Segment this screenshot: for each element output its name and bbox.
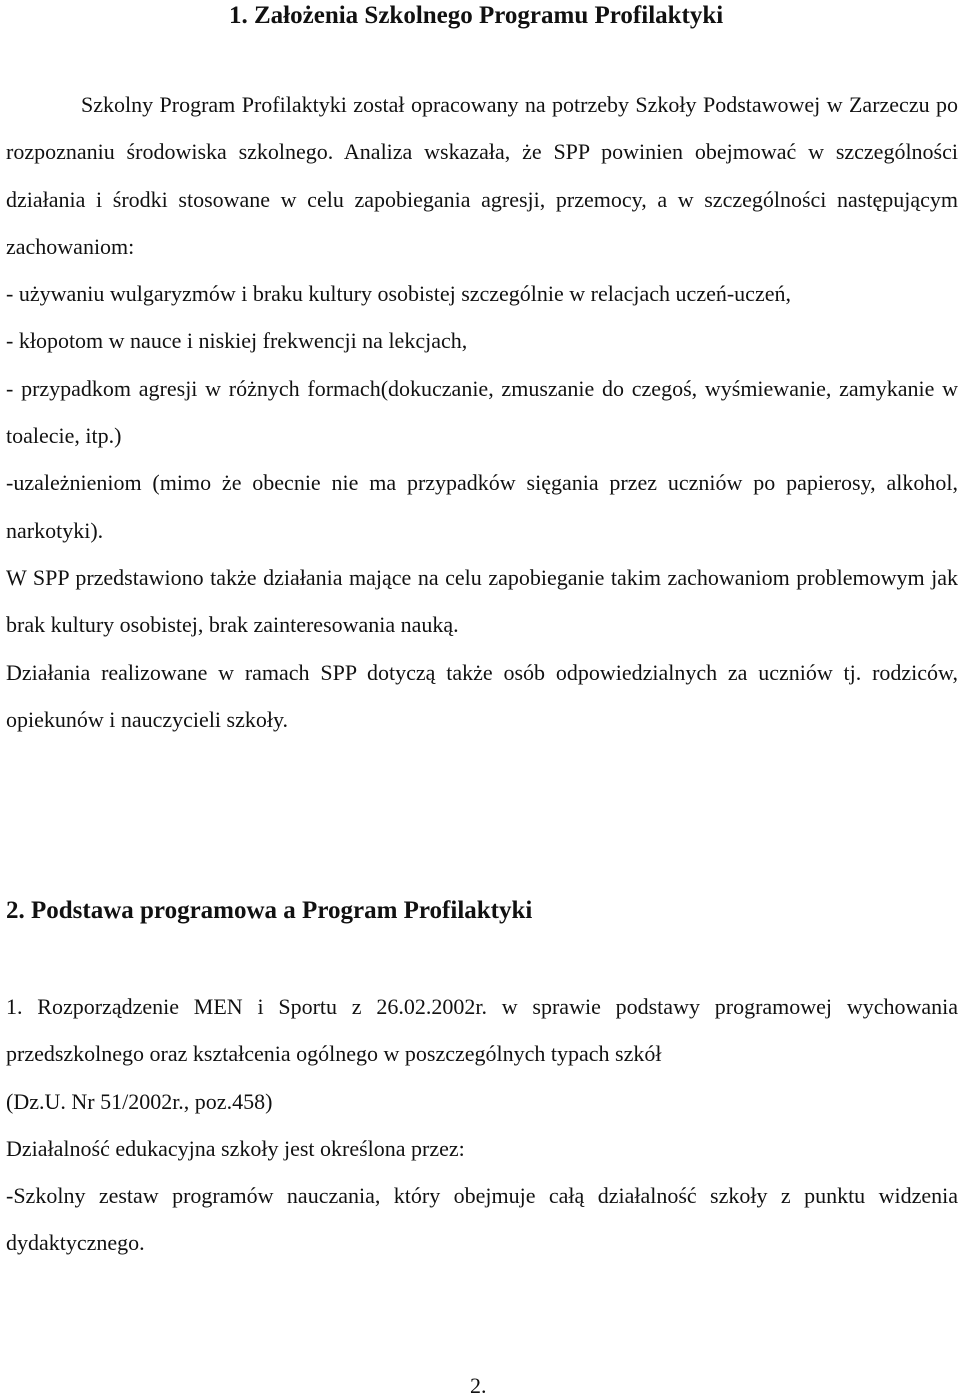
regulation-paragraph: 1. Rozporządzenie MEN i Sportu z 26.02.2002r. w sprawie podstawy programowej wychowania przedszkolnego oraz kształcenia ogólnego w poszczególnych typach szkół bbox=[6, 994, 958, 1067]
section-1-list-item: -uzależnieniom (mimo że obecnie nie ma przypadków sięgania przez uczniów po papierosy, alkohol, narkotyki). bbox=[6, 470, 958, 543]
section-2-lead-text: Działalność edukacyjna szkoły jest określona przez: bbox=[6, 1135, 465, 1161]
section-2-list-item: -Szkolny zestaw programów nauczania, który obejmuje całą działalność szkoły z punktu widzenia dydaktycznego. bbox=[6, 1183, 958, 1256]
section-1-closing-paragraph: Działania realizowane w ramach SPP dotyczą także osób odpowiedzialnych za uczniów tj. rodziców, opiekunów i nauczycieli szkoły. bbox=[6, 659, 958, 732]
section-1-heading: 1. Założenia Szkolnego Programu Profilaktyki bbox=[229, 2, 724, 29]
section-1-body bbox=[6, 81, 958, 743]
regulation-citation: (Dz.U. Nr 51/2002r., poz.458) bbox=[6, 1088, 273, 1114]
section-1-list-item: - kłopotom w nauce i niskiej frekwencji na lekcjach, bbox=[6, 328, 468, 354]
section-1-intro-paragraph: Szkolny Program Profilaktyki został opracowany na potrzeby Szkoły Podstawowej w Zarzeczu po rozpoznaniu środowiska szkolnego. Analiza wskazała, że SPP powinien obejmować w szczególności działania i środki stosowane w celu zapobiegania agresji, przemocy, a w szczególności następującym zachowaniom: bbox=[6, 92, 958, 259]
section-1-list-item: - używaniu wulgaryzmów i braku kultury osobistej szczególnie w relacjach uczeń-uczeń, bbox=[6, 281, 791, 307]
section-2-heading: 2. Podstawa programowa a Program Profilaktyki bbox=[6, 897, 533, 924]
section-2-body bbox=[6, 983, 958, 1267]
page-number: 2. bbox=[470, 1373, 487, 1398]
section-1-list-item: - przypadkom agresji w różnych formach(dokuczanie, zmuszanie do czegoś, wyśmiewanie, zamykanie w toalecie, itp.) bbox=[6, 375, 958, 449]
section-1-closing-paragraph: W SPP przedstawiono także działania mające na celu zapobieganie takim zachowaniom problemowym jak brak kultury osobistej, brak zainteresowania nauką. bbox=[6, 564, 958, 638]
